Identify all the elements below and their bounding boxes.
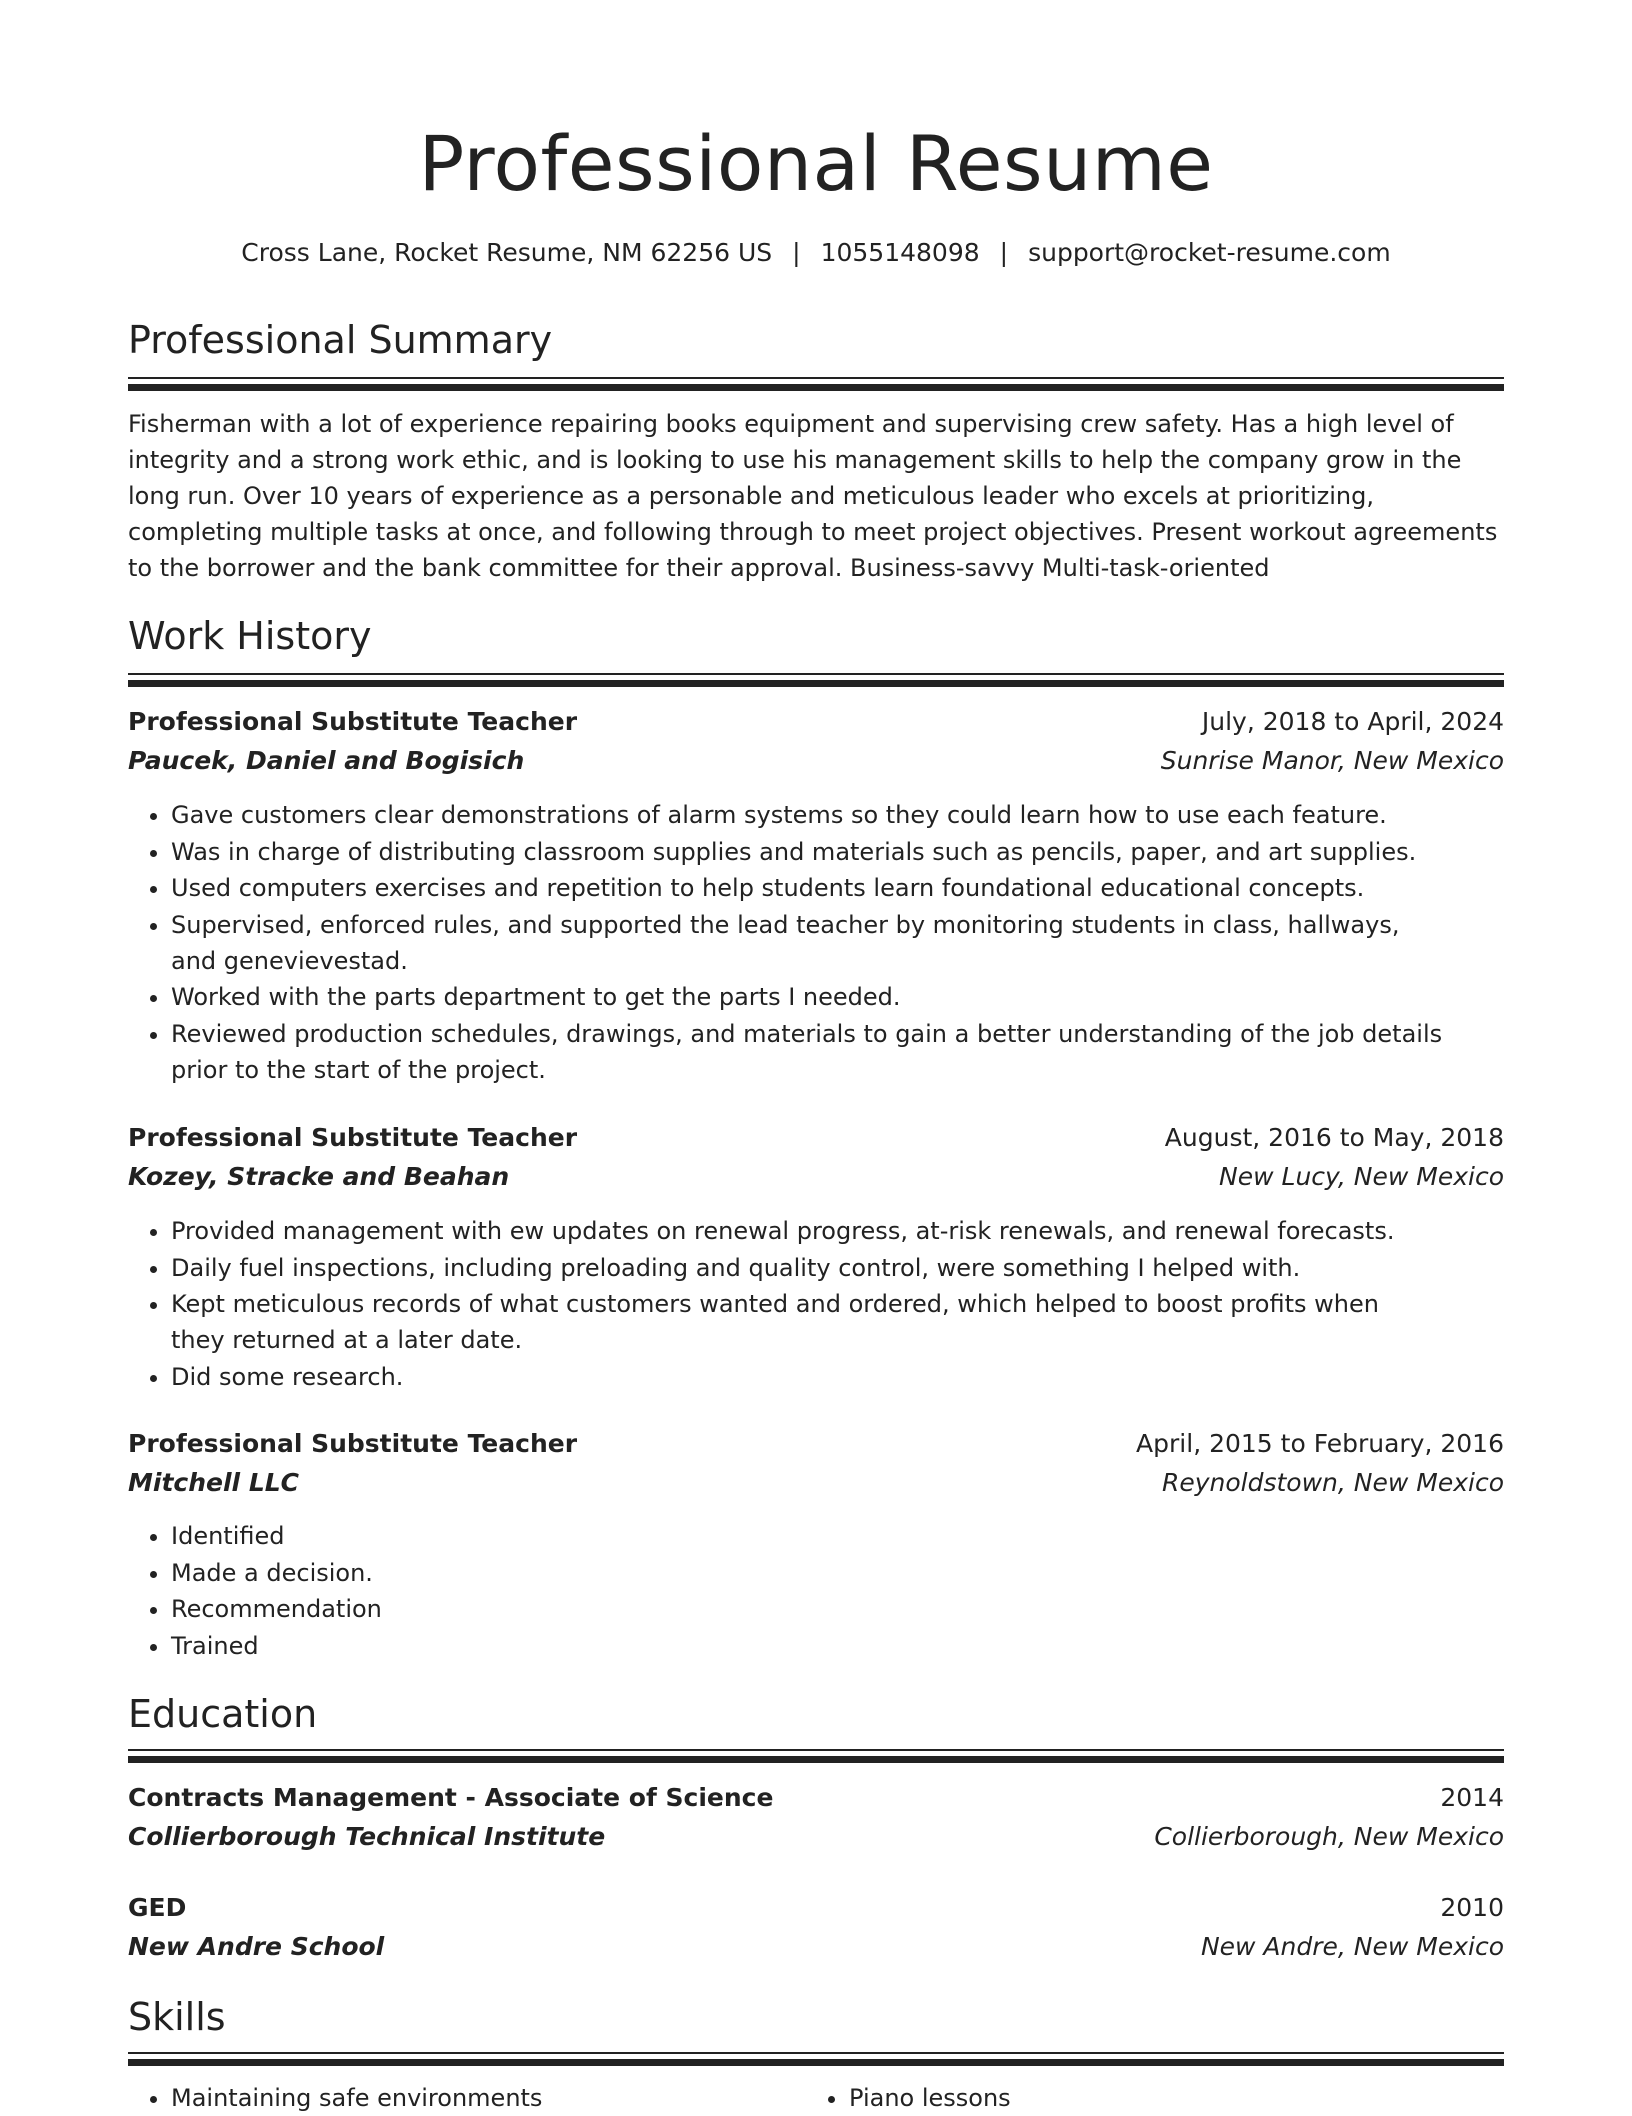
resume-title: Professional Resume: [418, 119, 1214, 208]
education-header: [128, 1780, 1504, 1858]
job-company: Paucek, Daniel and Bogisich: [128, 746, 525, 775]
contact-line: [128, 238, 1504, 268]
contact-email: support@rocket-resume.com: [1028, 238, 1391, 267]
list-item: • Made a decision.: [171, 1555, 1504, 1591]
list-item: • Was in charge of distributing classroom supplies and materials such as pencils, paper, and art supplies.: [171, 834, 1504, 870]
skill-item: • Piano lessons: [849, 2080, 1011, 2116]
contact-separator: |: [999, 238, 1009, 267]
job-header: [128, 704, 1504, 782]
education-year: 2010: [1440, 1893, 1504, 1922]
job-dates: April, 2015 to February, 2016: [1136, 1429, 1504, 1458]
education-school: Collierborough Technical Institute: [128, 1822, 606, 1851]
skills-list-left: [128, 2080, 542, 2116]
education-location: New Andre, New Mexico: [1200, 1932, 1504, 1961]
list-item: • Daily fuel inspections, including preloading and quality control, were something I helped with.: [171, 1250, 1504, 1286]
summary-text: Fisherman with a lot of experience repairing books equipment and supervising crew safety. Has a high level of integrity and a strong work ethic, and is looking to use his management skills to help the company grow in the long run. Over 10 years of experience as a personable and meticulous leader who excels at prioritizing, completing multiple tasks at once, and following through to meet project objectives. Present workout agreements to the borrower and the bank committee for their approval. Business-savvy Multi-task-oriented: [128, 410, 1498, 582]
section-title-summary: Professional Summary: [128, 318, 553, 362]
contact-address: Cross Lane, Rocket Resume, NM 62256 US: [241, 238, 773, 267]
list-item: • Worked with the parts department to get the parts I needed.: [171, 979, 1504, 1015]
job-header: [128, 1426, 1504, 1504]
job-location: Sunrise Manor, New Mexico: [1160, 746, 1504, 775]
list-item: • Did some research.: [171, 1359, 1504, 1395]
education-header: [128, 1890, 1504, 1968]
list-item: • Provided management with ew updates on renewal progress, at-risk renewals, and renewal forecasts.: [171, 1213, 1504, 1249]
list-item: • Reviewed production schedules, drawings, and materials to gain a better understanding of the job details prior to the start of the project.: [171, 1016, 1504, 1088]
education-school: New Andre School: [128, 1932, 385, 1961]
skills-list-right: [806, 2080, 1011, 2116]
job-title: Professional Substitute Teacher: [128, 707, 578, 736]
job-company: Kozey, Stracke and Beahan: [128, 1162, 510, 1191]
list-item: • Supervised, enforced rules, and supported the lead teacher by monitoring students in class, hallways, and genevievestad.: [171, 907, 1504, 979]
job-location: New Lucy, New Mexico: [1219, 1162, 1504, 1191]
job-location: Reynoldstown, New Mexico: [1161, 1468, 1504, 1497]
contact-separator: |: [792, 238, 801, 267]
contact-phone: 1055148098: [820, 238, 980, 267]
education-location: Collierborough, New Mexico: [1154, 1822, 1504, 1851]
job-company: Mitchell LLC: [128, 1468, 300, 1497]
list-item: • Trained: [171, 1628, 1504, 1664]
section-rule: [128, 673, 1504, 687]
job-title: Professional Substitute Teacher: [128, 1429, 578, 1458]
job-duties-list: [128, 797, 1504, 1088]
section-rule: [128, 377, 1504, 391]
education-degree: GED: [128, 1893, 187, 1922]
job-duties-list: [128, 1518, 1504, 1664]
section-title-education: Education: [128, 1692, 318, 1736]
job-duties-list: [128, 1213, 1504, 1395]
education-year: 2014: [1440, 1783, 1504, 1812]
section-rule: [128, 2052, 1504, 2066]
list-item: • Identified: [171, 1518, 1504, 1554]
job-header: [128, 1120, 1504, 1198]
list-item: • Recommendation: [171, 1591, 1504, 1627]
section-title-skills: Skills: [128, 1995, 226, 2039]
job-title: Professional Substitute Teacher: [128, 1123, 578, 1152]
list-item: • Gave customers clear demonstrations of alarm systems so they could learn how to use each feature.: [171, 797, 1504, 833]
section-rule: [128, 1749, 1504, 1763]
education-degree: Contracts Management - Associate of Science: [128, 1783, 774, 1812]
skill-item: • Maintaining safe environments: [171, 2080, 542, 2116]
job-dates: August, 2016 to May, 2018: [1164, 1123, 1504, 1152]
list-item: • Used computers exercises and repetition to help students learn foundational educational concepts.: [171, 870, 1504, 906]
section-title-work-history: Work History: [128, 614, 372, 658]
list-item: • Kept meticulous records of what customers wanted and ordered, which helped to boost profits when they returned at a later date.: [171, 1286, 1504, 1358]
job-dates: July, 2018 to April, 2024: [1201, 707, 1504, 736]
